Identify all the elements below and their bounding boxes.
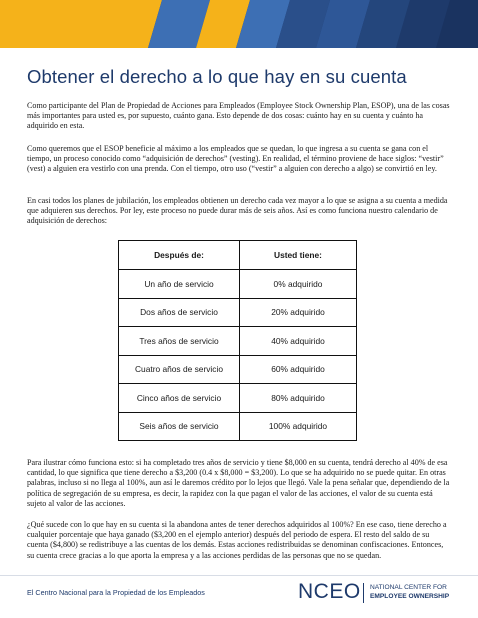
table-row [119,327,357,356]
service-years-cell: Cinco años de servicio [119,384,240,413]
table-row [119,270,357,299]
vested-percent-cell: 80% adquirido [240,384,357,413]
table-row [119,298,357,327]
example-paragraph: Para ilustrar cómo funciona esto: si ha completado tres años de servicio y tiene $8,000 en su cuenta, tendrá derecho al 40% de esa cantidad, lo que significa que tiene derecho a $3,200 (0.4 x $8,000 = $3,200). Lo que se ha adquirido no se puede quitar. En otras palabras, incluso si no llega al 100%, aun así le daremos crédito por lo lejos que llegó. Vale la pena señalar que, dependiendo de la política de segregación de su empresa, es decir, la rapidez con la que pagan el valor de las acciones, el valor de su cuenta está sujeto al valor de las acciones. [27,458,450,508]
footer-organization-name: El Centro Nacional para la Propiedad de los Empleados [27,588,205,597]
service-years-cell: Dos años de servicio [119,298,240,327]
logo-line-1: NATIONAL CENTER FOR [370,584,447,591]
vested-percent-cell: 100% adquirido [240,412,357,441]
table-header-row [119,241,357,270]
vested-percent-cell: 0% adquirido [240,270,357,299]
vested-percent-cell: 60% adquirido [240,355,357,384]
nceo-logo: NCEO [298,580,361,603]
service-years-cell: Un año de servicio [119,270,240,299]
service-years-cell: Tres años de servicio [119,327,240,356]
vesting-definition-paragraph: Como queremos que el ESOP beneficie al máximo a los empleados que se quedan, lo que ingresa a su cuenta se gana con el tiempo, un proceso conocido como “adquisición de derechos” (vesting). En realidad, el término proviene de hace siglos: “vestir” (vest) a alguien era vestirlo con una prenda. Con el tiempo, otro uso (“vestir” a alguien con derecho a algo) se convirtió en ley. [27,144,444,174]
service-years-cell: Seis años de servicio [119,412,240,441]
header-banner [0,0,478,48]
vested-percent-cell: 40% adquirido [240,327,357,356]
service-years-cell: Cuatro años de servicio [119,355,240,384]
table-row [119,412,357,441]
footer-divider [0,575,478,576]
forfeiture-paragraph: ¿Qué sucede con lo que hay en su cuenta si la abandona antes de tener derechos adquiridos al 100%? En ese caso, tiene derecho a cualquier porcentaje que haya ganado ($3,200 en el ejemplo anterior) después del periodo de espera. El resto del saldo de su cuenta ($4,800) se redistribuye a las cuentas de los demás. Estas acciones redistribuidas se denominan confiscaciones. Entonces, su cuenta crece gracias a lo que aporta la empresa y a las acciones perdidas de las personas que no se quedan. [27,520,447,560]
intro-paragraph: Como participante del Plan de Propiedad de Acciones para Empleados (Employee Stock Ownership Plan, ESOP), una de las cosas más importantes para usted es, por supuesto, cuánto gana. Esto depende de dos cosas: cuánto hay en su cuenta y cuánto ha adquirido en esta. [27,101,450,131]
header-after: Después de: [119,241,240,270]
vested-percent-cell: 20% adquirido [240,298,357,327]
table-row [119,355,357,384]
vesting-schedule-table [118,240,357,441]
logo-divider [363,583,364,603]
header-you-have: Usted tiene: [240,241,357,270]
logo-line-2: EMPLOYEE OWNERSHIP [370,593,450,600]
table-row [119,384,357,413]
page-title: Obtener el derecho a lo que hay en su cuenta [27,66,407,87]
vesting-schedule-intro-paragraph: En casi todos los planes de jubilación, los empleados obtienen un derecho cada vez mayor a lo que se asigna a su cuenta a medida que adquieren sus derechos. Por ley, este proceso no puede durar más de seis años. Así es como funciona nuestro calendario de adquisición de derechos: [27,196,448,226]
nceo-logo-text [370,583,449,601]
